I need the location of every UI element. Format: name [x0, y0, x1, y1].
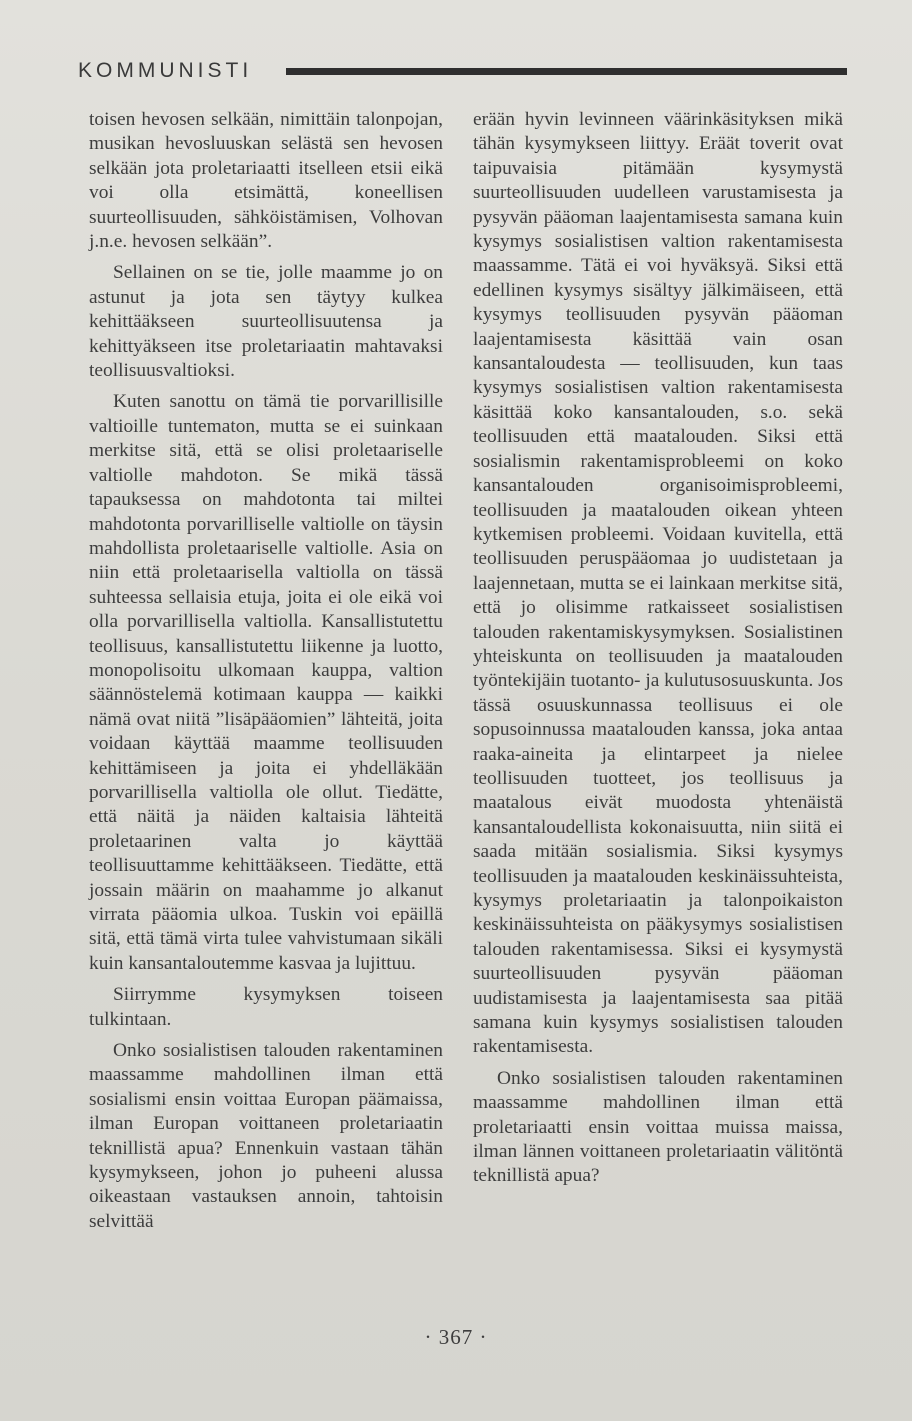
paragraph: erään hyvin levinneen väärinkäsityksen mikä tähän kysymykseen liittyy. Eräät toverit ovat taipuvaisia pitämään kysymystä suurteollisuuden uudelleen varustamisesta ja pysyvän pääoman laajentamisesta samana kuin kysymys sosialistisen valtion rakentamisesta maassamme. Tätä ei voi hyväksyä. Siksi että edellinen kysymys sisältyy jälkimäiseen, että kysymys teollisuuden pysyvän pääoman laajentamisesta käsittää vain osan kansantaloudesta — teollisuuden, kun taas kysymys sosialistisen valtion rakentamisesta käsittää koko kansantalouden, s.o. sekä teollisuuden että maatalouden. Siksi että sosialismin rakentamisprobleemi on koko kansantalouden organisoimisprobleemi, teollisuuden ja maatalouden oikean yhteen kytkemisen probleemi. Voidaan kuvitella, että teollisuuden peruspääomaa jo uudistetaan ja laajennetaan, mutta se ei lainkaan merkitse sitä, että jo olisimme ratkaisseet sosialistisen talouden rakentamiskysymyksen. Sosialistinen yhteiskunta on teollisuuden ja maatalouden työntekijäin tuotanto- ja kulutusosuuskunta. Jos tässä osuuskunnassa teollisuus ei ole sopusoinnussa maatalouden kanssa, joka antaa raaka-aineita ja elintarpeet ja nielee teollisuuden tuotteet, jos teollisuus ja maatalous eivät muodosta yhtenäistä kansantaloudellista kokonaisuutta, niin siitä ei saada mitään sosialismia. Siksi kysymys teollisuuden ja maatalouden keskinäissuhteista, kysymys proletariaatin ja talonpoikaiston keskinäissuhteista on pääkysymys sosialistisen talouden rakentamisessa. Siksi ei kysymystä suurteollisuuden pysyvän pääoman uudistamisesta ja laajentamisesta saa pitää samana kuin kysymys sosialistisen talouden rakentamisesta.: [473, 109, 844, 1058]
paragraph: Onko sosialistisen talouden rakentaminen maassamme mahdollinen ilman että proletariaatti ensin voittaa muissa maissa, ilman lännen voittaneen proletariaatin välitöntä teknillistä apua?: [473, 1067, 843, 1187]
right-column: [473, 108, 843, 1196]
paragraph: Siirrymme kysymyksen toiseen tulkintaan.: [89, 984, 443, 1030]
paragraph: Sellainen on se tie, jolle maamme jo on astunut ja jota sen täytyy kulkea kehittääkseen suurteollisuutensa ja kehittyäkseen itse proletariaatin mahtavaksi teollisuusvaltioksi.: [89, 262, 443, 382]
journal-title: KOMMUNISTI: [78, 59, 253, 82]
page-number: · 367 ·: [424, 1325, 488, 1349]
paragraph: Kuten sanottu on tämä tie porvarillisille valtioille tuntematon, mutta se ei suinkaan merkitse sitä, että se olisi proletaariselle valtiolle mahdoton. Se mikä tässä tapauksessa on mahdotonta tai miltei mahdotonta porvarilliselle valtiolle on täysin mahdollista proletaariselle valtiolle. Asia on niin että proletaarisella valtiolla on tässä suhteessa sellaisia etuja, joita ei ole eikä voi olla porvarillisella valtiolla. Kansallistutettu teollisuus, kansallistutettu liikenne ja luotto, monopolisoitu ulkomaan kauppa, valtion säännöstelemä kotimaan kauppa — kaikki nämä ovat niitä ”lisäpääomien” lähteitä, joita voidaan käyttää maamme teollisuuden kehittämiseen ja joita ei yhdelläkään porvarillisella valtiolla ole ollut. Tiedätte, että näitä ja näiden kaltaisia lähteitä proletaarinen valta jo käyttää teollisuuttamme kehittääkseen. Tiedätte, että jossain määrin on maahamme jo alkanut virrata pääomia ulkoa. Tuskin voi epäillä sitä, että tämä virta tulee vahvistumaan sikäli kuin kansantaloutemme kasvaa ja lujittuu.: [89, 391, 443, 974]
left-column: [89, 108, 443, 1241]
header-rule: [286, 68, 847, 75]
running-header: [78, 59, 848, 93]
paragraph: Onko sosialistisen talouden rakentaminen maassamme mahdollinen ilman että sosialismi ensin voittaa Europan päämaissa, ilman Europan voittaneen proletariaatin teknillistä apua? Ennenkuin vastaan tähän kysymykseen, johon jo puheeni alussa oikeastaan vastauksen annoin, tahtoisin selvittää: [89, 1040, 443, 1232]
paragraph: toisen hevosen selkään, nimittäin talonpojan, musikan hevosluuskan selästä sen hevosen selkään jota proletariaatti itselleen etsii eikä voi olla etsimättä, koneellisen suurteollisuuden, sähköistämisen, Volhovan j.n.e. hevosen selkään”.: [89, 109, 443, 253]
